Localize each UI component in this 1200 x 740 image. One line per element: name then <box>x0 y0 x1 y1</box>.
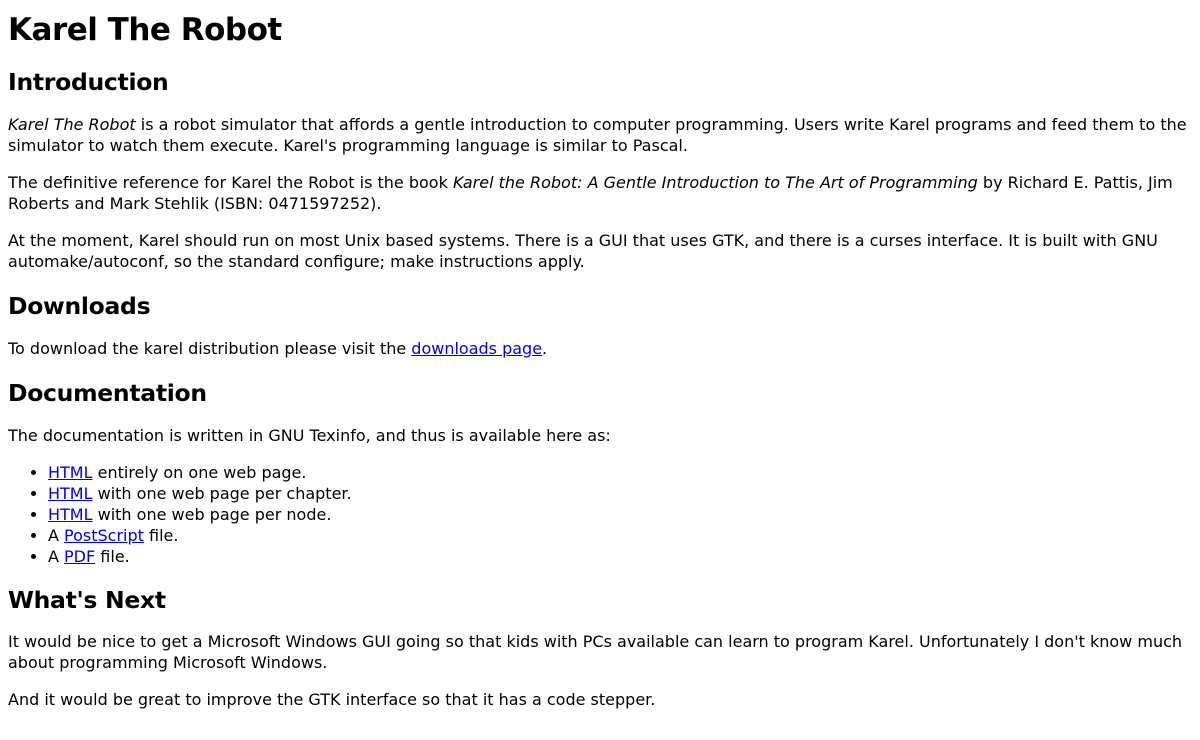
list-item-post: with one web page per node. <box>92 505 332 524</box>
list-item-post: entirely on one web page. <box>92 463 307 482</box>
downloads-post: . <box>542 339 548 358</box>
documentation-heading: Documentation <box>8 379 207 407</box>
intro-paragraph-3: At the moment, Karel should run on most Unix based systems. There is a GUI that uses GTK, and there is a curses interface. It is built with GNU automake/autoconf, so the standard configure; make instructions apply. <box>8 231 1158 271</box>
list-item <box>48 546 1192 567</box>
documentation-paragraph: The documentation is written in GNU Texinfo, and thus is available here as: <box>8 426 611 445</box>
postscript-link[interactable]: PostScript <box>64 526 144 545</box>
list-item <box>48 525 1192 546</box>
intro-paragraph-2-post: by Richard E. Pattis, Jim Roberts and Mark Stehlik (ISBN: 0471597252). <box>8 173 1173 213</box>
downloads-pre: To download the karel distribution please visit the <box>8 339 412 358</box>
intro-title-emphasis: Karel The Robot <box>8 115 136 134</box>
whats-next-heading: What's Next <box>8 586 166 614</box>
html-per-chapter-link[interactable]: HTML <box>48 484 93 503</box>
intro-paragraph-1 <box>8 114 1192 156</box>
list-item-post: with one web page per chapter. <box>92 484 352 503</box>
list-item-post: file. <box>95 547 130 566</box>
intro-paragraph-1-text: is a robot simulator that affords a gentle introduction to computer programming. Users write Karel programs and feed them to the simulator to watch them execute. Karel's programming language is similar to Pascal. <box>8 115 1187 155</box>
list-item-post: file. <box>143 526 179 545</box>
pdf-link[interactable]: PDF <box>64 547 96 566</box>
list-item-pre: A <box>48 547 65 566</box>
introduction-heading: Introduction <box>8 68 169 96</box>
list-item <box>48 462 1192 483</box>
page-title: Karel The Robot <box>8 12 282 48</box>
downloads-heading: Downloads <box>8 292 151 320</box>
downloads-page-link[interactable]: downloads page <box>411 339 543 358</box>
html-per-node-link[interactable]: HTML <box>48 505 93 524</box>
whats-next-paragraph-1: It would be nice to get a Microsoft Windows GUI going so that kids with PCs available can learn to program Karel. Unfortunately I don't know much about programming Microsoft Windows. <box>8 632 1183 672</box>
list-item-pre: A <box>48 526 65 545</box>
list-item <box>48 483 1192 504</box>
intro-paragraph-2 <box>8 172 1192 214</box>
whats-next-paragraph-2: And it would be great to improve the GTK interface so that it has a code stepper. <box>8 690 656 709</box>
book-title-emphasis: Karel the Robot: A Gentle Introduction to The Art of Programming <box>452 173 978 192</box>
downloads-paragraph <box>8 338 1192 359</box>
intro-paragraph-2-pre: The definitive reference for Karel the Robot is the book <box>8 173 453 192</box>
list-item <box>48 504 1192 525</box>
documentation-list <box>8 462 1192 567</box>
html-single-page-link[interactable]: HTML <box>48 463 93 482</box>
